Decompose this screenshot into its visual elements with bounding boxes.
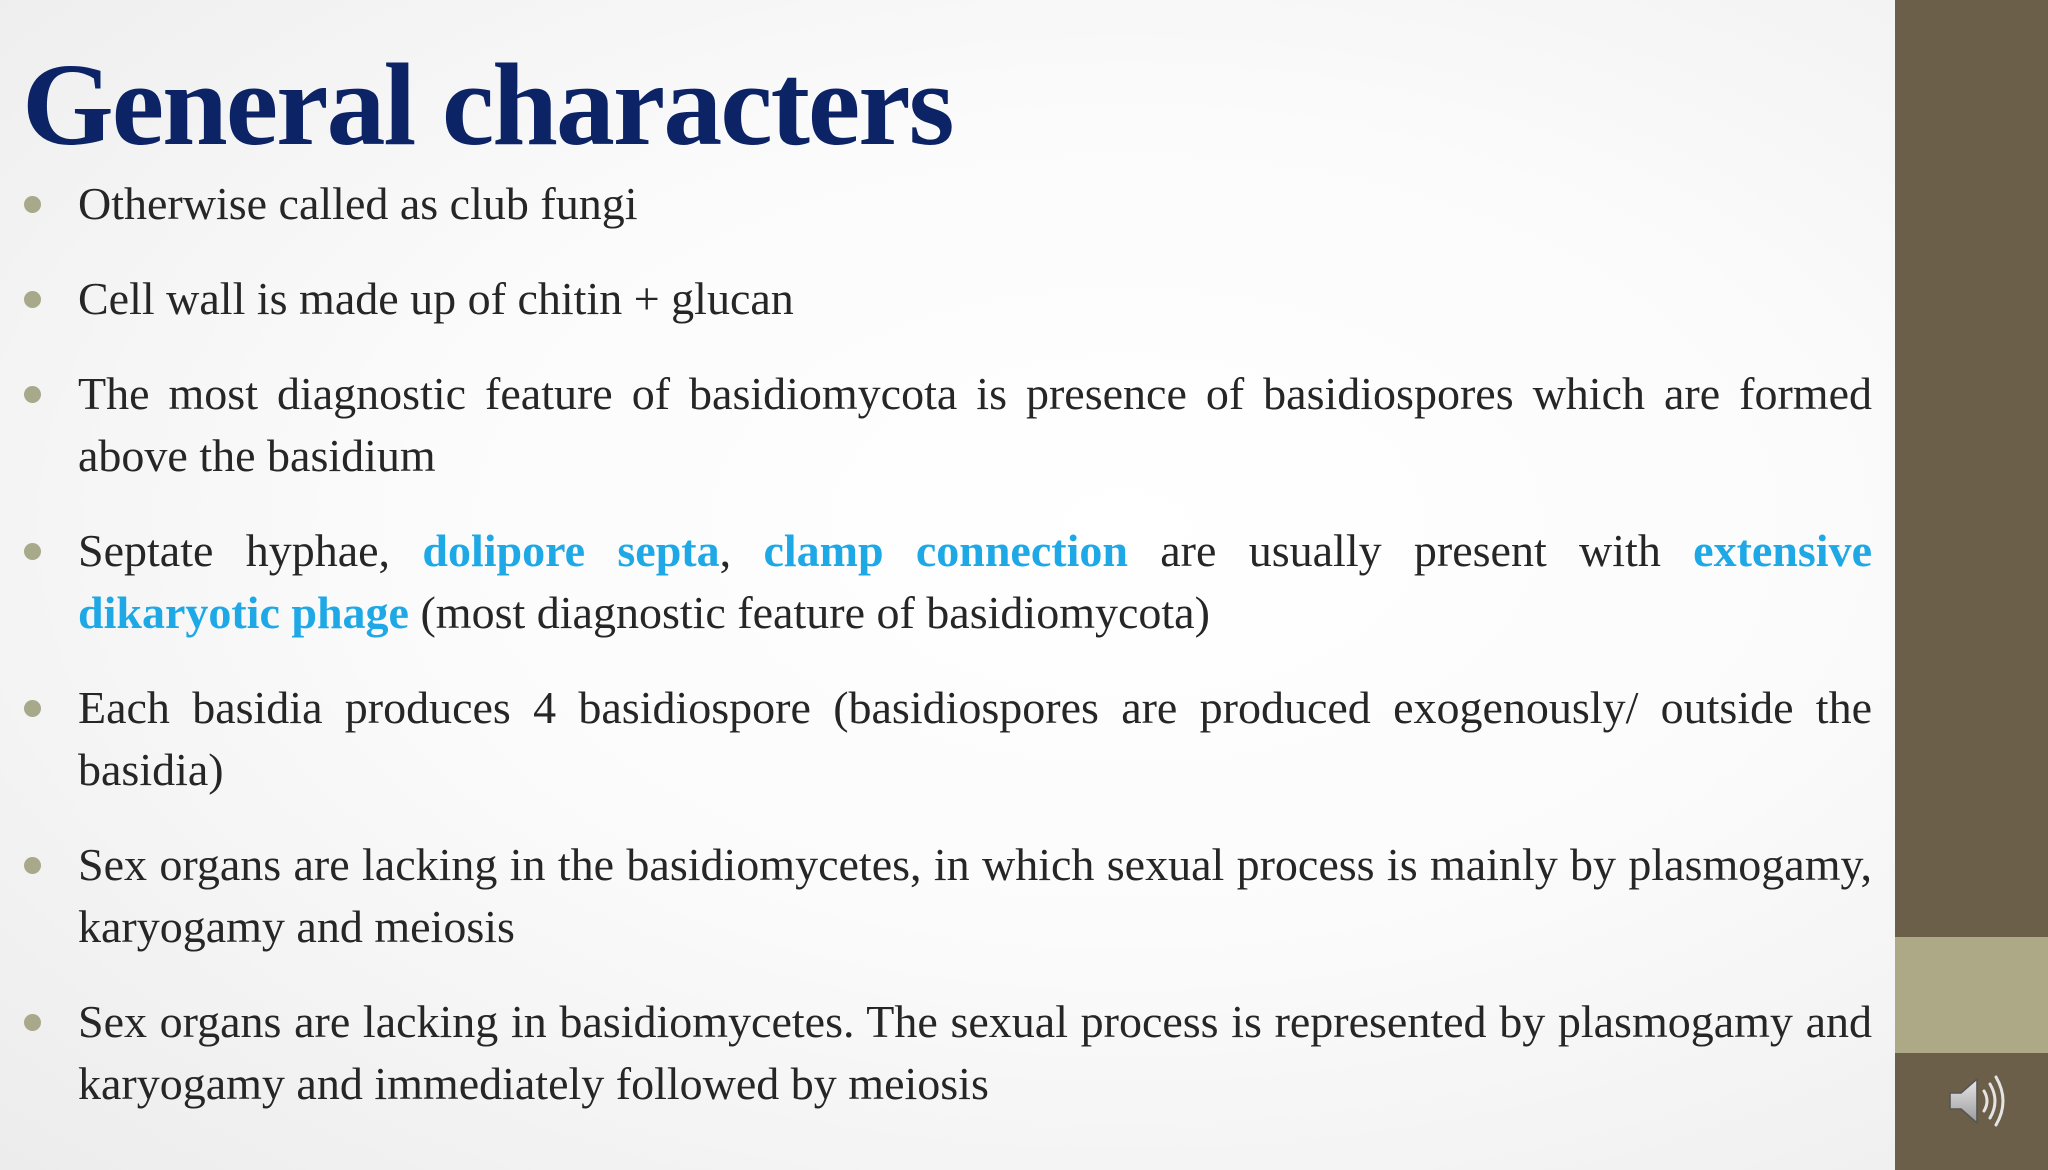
bullet-dot-icon [24,700,41,717]
slide-title: General characters [22,39,953,170]
bullet-text: Cell wall is made up of chitin + glucan [78,273,794,324]
speaker-icon[interactable] [1944,1066,2014,1136]
bullet-dot-icon [24,1014,41,1031]
bullet-item [78,268,1872,330]
bullet-dot-icon [24,386,41,403]
bullet-text: Sex organs are lacking in the basidiomycetes, in which sexual process is mainly by plasmogamy, karyogamy and meiosis [78,839,1872,952]
bullet-item [78,834,1872,958]
bullet-text: Otherwise called as club fungi [78,178,638,229]
highlight-term: clamp connection [763,525,1128,576]
side-accent-block [1895,937,2048,1053]
bullet-text: (most diagnostic feature of basidiomycota) [408,587,1210,638]
speaker-icon-graphic [1944,1066,2014,1136]
highlight-term: dolipore septa [422,525,720,576]
bullet-item [78,173,1872,235]
bullet-dot-icon [24,857,41,874]
bullet-text: are usually present with [1127,525,1694,576]
bullet-dot-icon [24,196,41,213]
bullet-item [78,991,1872,1115]
highlight-term: extensive dikaryotic phage [78,525,1872,638]
bullet-text: Sex organs are lacking in basidiomycetes. The sexual process is represented by plasmogamy and karyogamy and immediately followed by meiosis [78,996,1872,1109]
bullet-text: Each basidia produces 4 basidiospore (basidiospores are produced exogenously/ outside the basidia) [78,682,1872,795]
bullet-text: , [719,525,764,576]
bullet-item [78,677,1872,801]
bullet-item [78,520,1872,644]
bullet-item [78,363,1872,487]
bullet-text: Septate hyphae, [78,525,423,576]
bullet-dot-icon [24,543,41,560]
bullet-text: The most diagnostic feature of basidiomycota is presence of basidiospores which are formed above the basidium [78,368,1872,481]
bullet-dot-icon [24,291,41,308]
